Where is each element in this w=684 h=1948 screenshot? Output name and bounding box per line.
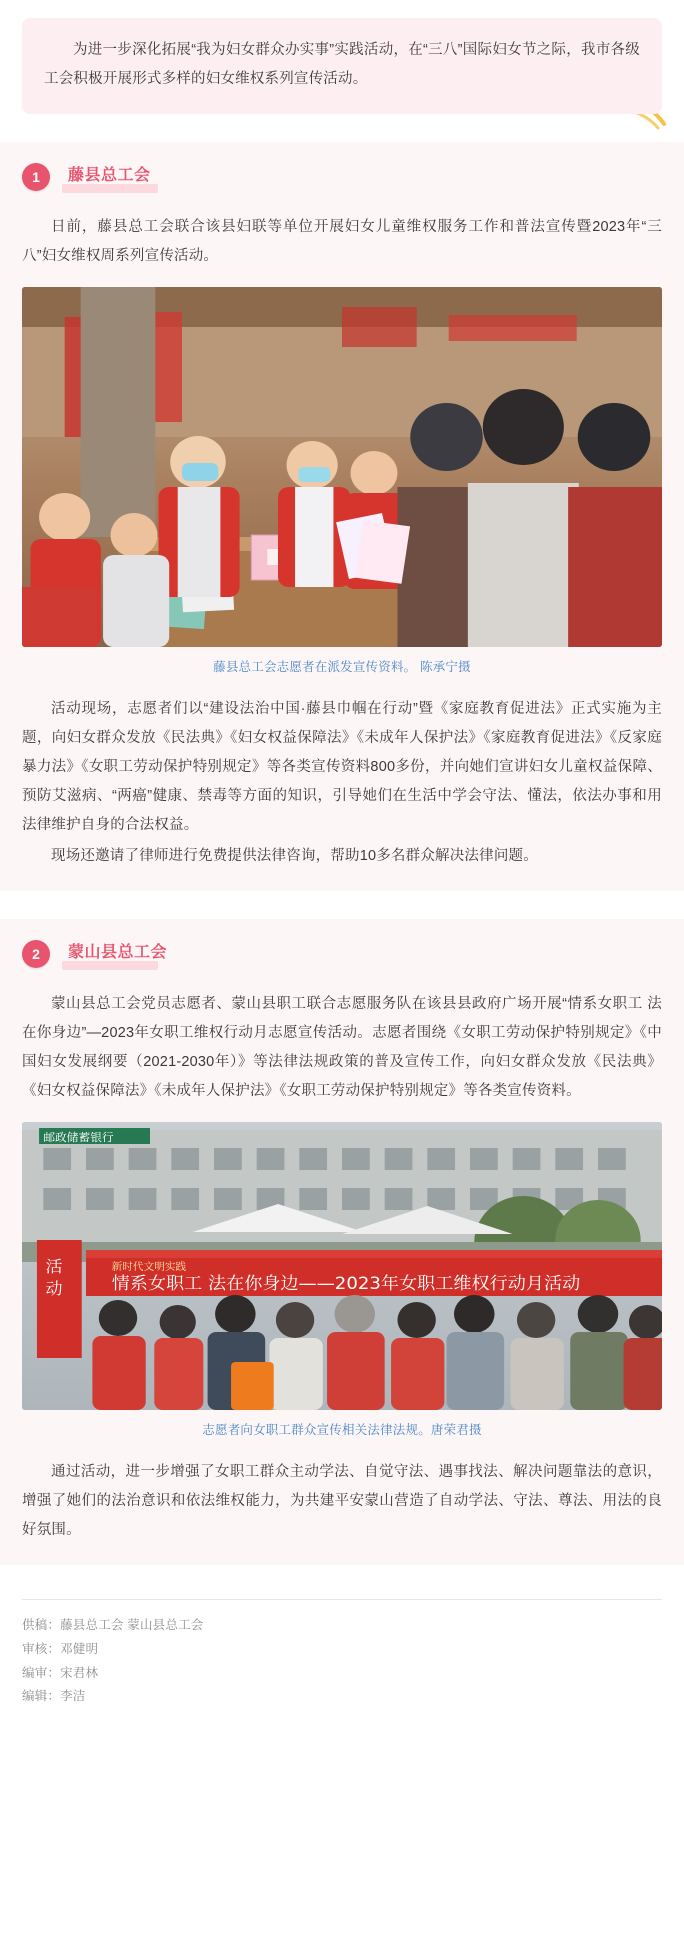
svg-text:新时代文明实践: 新时代文明实践 (111, 1261, 187, 1273)
section-2-photo-caption: 志愿者向女职工群众宣传相关法律法规。唐荣君摄 (202, 1423, 482, 1437)
section-1-title-wrap (62, 158, 169, 195)
footer-reviewer: 审核：邓健明 (22, 1641, 99, 1656)
footer-editor-in-chief: 编审：宋君林 (22, 1665, 99, 1680)
section-1-photo-caption: 藤县总工会志愿者在派发宣传资料。 陈承宁摄 (213, 660, 471, 674)
photo-volunteers-legal-publicity (22, 1122, 662, 1410)
section-2-figure (22, 1122, 662, 1440)
section-1-header (0, 142, 684, 195)
paragraph: 活动现场，志愿者们以“建设法治中国·藤县巾帼在行动”暨《家庭教育促进法》正式实施为主题，向妇女群众发放《民法典》《妇女权益保障法》《未成年人保护法》《家庭教育促进法》《反家庭暴力法》《女职工劳动保护特别规定》等各类宣传资料800多份，并向她们宣讲妇女儿童权益保障、预防艾滋病、“两癌”健康、禁毒等方面的知识，引导她们在生活中学会守法、懂法，依法办事和用法律维护自身的合法权益。 (22, 701, 662, 833)
section-1-title: 藤县总工会 (68, 167, 151, 184)
footer (0, 1600, 684, 1731)
section-2-title: 蒙山县总工会 (68, 944, 168, 961)
intro-banner (22, 18, 662, 114)
svg-text:活: 活 (45, 1257, 63, 1276)
photo-volunteers-distributing-materials (22, 287, 662, 647)
footer-editor: 编辑：李洁 (22, 1689, 86, 1704)
section-2-title-wrap (62, 935, 185, 972)
paragraph: 蒙山县总工会党员志愿者、蒙山县职工联合志愿服务队在该县县政府广场开展“情系女职工 法在你身边”—2023年女职工维权行动月志愿宣传活动。志愿者围绕《女职工劳动保护特别规定》《中国妇女发展纲要（2021-2030年）》等法律法规政策的普及宣传工作，向妇女群众发放《民法典》《妇女权益保障法》《未成年人保护法》《女职工劳动保护特别规定》等各类宣传资料。 (22, 996, 662, 1099)
section-1-figure (22, 287, 662, 677)
section-1-number-badge: 1 (22, 163, 50, 191)
section-2-body (0, 1440, 684, 1545)
section-mengshan (0, 919, 684, 1565)
footer-contributor: 供稿：藤县总工会 蒙山县总工会 (22, 1618, 204, 1632)
svg-text:情系女职工 法在你身边——2023年女职工维权行动月活动: 情系女职工 法在你身边——2023年女职工维权行动月活动 (111, 1274, 581, 1294)
paragraph: 日前，藤县总工会联合该县妇联等单位开展妇女儿童维权服务工作和普法宣传暨2023年“三八”妇女维权周系列宣传活动。 (22, 219, 662, 264)
svg-text:动: 动 (45, 1279, 63, 1298)
paragraph: 现场还邀请了律师进行免费提供法律咨询，帮助10多名群众解决法律问题。 (51, 848, 538, 864)
section-1-intro-text (0, 195, 684, 271)
section-2-title-underline (62, 961, 158, 970)
section-tengxian (0, 142, 684, 891)
section-2-intro-text (0, 972, 684, 1106)
paragraph: 通过活动，进一步增强了女职工群众主动学法、自觉守法、遇事找法、解决问题靠法的意识，增强了她们的法治意识和依法维权能力，为共建平安蒙山营造了自动学法、守法、尊法、用法的良好氛围。 (22, 1464, 662, 1538)
section-1-title-underline (62, 184, 158, 193)
building-sign-text: 邮政储蓄银行 (43, 1130, 114, 1144)
intro-box (22, 18, 662, 114)
section-1-body (0, 677, 684, 871)
intro-text: 为进一步深化拓展“我为妇女群众办实事”实践活动，在“三八”国际妇女节之际，我市各级工会积极开展形式多样的妇女维权系列宣传活动。 (44, 42, 640, 87)
section-2-number-badge: 2 (22, 940, 50, 968)
section-2-header (0, 919, 684, 972)
